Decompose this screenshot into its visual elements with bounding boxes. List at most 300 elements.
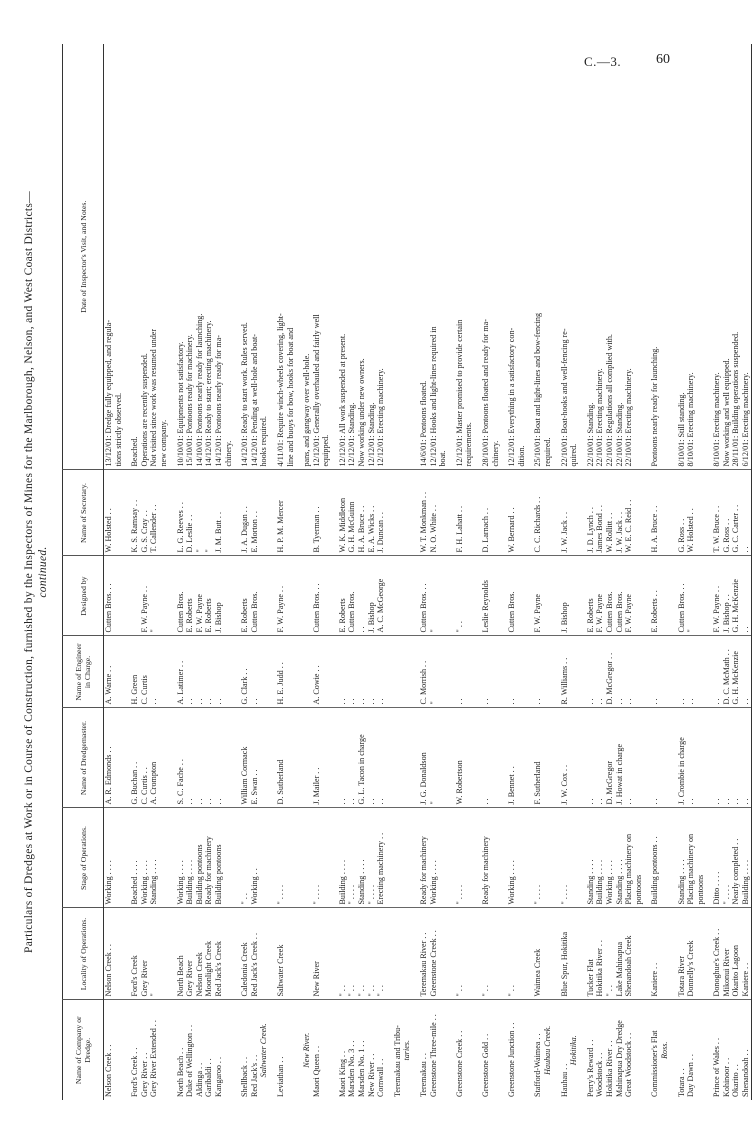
table-cell bbox=[286, 1000, 296, 1100]
table-cell bbox=[321, 1000, 331, 1100]
table-cell: . . bbox=[250, 636, 260, 708]
table-cell: Day Dawn . . bbox=[686, 1000, 696, 1100]
table-cell bbox=[114, 470, 124, 556]
table-cell: A. R. Edmonds . . bbox=[104, 708, 114, 808]
table-cell: required. bbox=[542, 437, 552, 467]
table-cell: . . bbox=[347, 636, 357, 708]
table-cell bbox=[286, 908, 296, 1000]
table-row bbox=[302, 44, 312, 1100]
table-cell: E. Roberts bbox=[204, 556, 214, 636]
table-cell: H. P. M. Mercer bbox=[276, 470, 286, 556]
table-cell bbox=[660, 708, 670, 808]
table-cell bbox=[464, 1000, 474, 1100]
table-cell: . . bbox=[686, 708, 696, 808]
table-cell bbox=[402, 470, 412, 556]
table-row bbox=[741, 44, 751, 1100]
table-row bbox=[130, 44, 140, 1100]
table-cell: Teremakau . . bbox=[419, 1000, 429, 1100]
table-cell: Nelson Creek bbox=[195, 908, 205, 1000]
table-header bbox=[63, 44, 104, 1100]
table-cell bbox=[224, 808, 234, 908]
table-cell bbox=[464, 908, 474, 1000]
table-cell: requirements. bbox=[464, 422, 474, 467]
table-cell: tions strictly observed. bbox=[113, 392, 123, 467]
title-continued: continued. bbox=[37, 546, 49, 598]
table-cell: A. Latimer . . bbox=[176, 636, 186, 708]
table-cell: Okarito . . bbox=[731, 1000, 741, 1100]
table-cell: G. Buchan . . bbox=[130, 708, 140, 808]
table-cell: Cutten Bros. bbox=[507, 556, 517, 636]
table-row bbox=[376, 44, 386, 1100]
table-cell: Hokitika. bbox=[569, 1000, 579, 1100]
table-cell: " . . bbox=[357, 908, 367, 1000]
table-cell: Hokitika River . . bbox=[595, 908, 605, 1000]
table-cell: 12/12/01: Everything in a satisfactory con- bbox=[507, 327, 517, 467]
table-cell: K. S. Ramsay . . bbox=[130, 470, 140, 556]
table-cell: G. C. Carter . . bbox=[731, 470, 741, 556]
table-cell: E. A. Wicks . . bbox=[367, 470, 377, 556]
table-cell: G. S. Cray . . bbox=[140, 470, 150, 556]
table-cell: boat. bbox=[438, 450, 448, 467]
table-cell: Teremakau and Tribu- bbox=[393, 1000, 403, 1100]
table-cell: " bbox=[429, 708, 439, 808]
table-cell: . . bbox=[204, 636, 214, 708]
table-cell: . . bbox=[615, 636, 625, 708]
table-cell: D. Leslie . . bbox=[185, 470, 195, 556]
table-cell: Kangaroo . . bbox=[214, 1000, 224, 1100]
table-cell: Erecting machinery . . bbox=[376, 808, 386, 908]
table-cell: Standing . . . . bbox=[149, 808, 159, 908]
table-cell: 22/10/01: Regulations all complied with. bbox=[604, 334, 614, 467]
table-row bbox=[195, 44, 205, 1100]
table-cell: . . bbox=[624, 636, 634, 708]
table-cell: N. O. White . . bbox=[429, 470, 439, 556]
table-cell: F. W. Payne bbox=[595, 556, 605, 636]
page-reference: C.—3. bbox=[584, 54, 622, 69]
table-cell: Standing . . . . bbox=[615, 808, 625, 908]
table-cell: James Bond . . bbox=[595, 470, 605, 556]
table-cell: North Beach . . bbox=[176, 1000, 186, 1100]
table-cell: 12/12/01: Hooks and light-lines required in bbox=[428, 326, 438, 467]
table-cell bbox=[438, 636, 448, 708]
table-cell bbox=[517, 470, 527, 556]
table-cell: J. Crombie in charge bbox=[677, 708, 687, 808]
table-cell bbox=[491, 908, 501, 1000]
table-cell bbox=[114, 636, 124, 708]
table-cell: 13/12/01: Dredge fully equipped, and regula- bbox=[104, 319, 113, 467]
table-cell: Hokitika River . . bbox=[605, 1000, 615, 1100]
table-cell bbox=[286, 470, 296, 556]
table-cell bbox=[660, 636, 670, 708]
rotated-page-content bbox=[22, 44, 751, 1100]
table-cell: . . bbox=[367, 636, 377, 708]
table-cell bbox=[302, 636, 312, 708]
row-spacer bbox=[386, 44, 393, 1100]
table-cell: 15/10/01: Pontoons ready for machinery. bbox=[185, 334, 195, 467]
table-cell bbox=[491, 808, 501, 908]
table-cell: Garibaldi . . bbox=[204, 1000, 214, 1100]
table-cell: F. W. Payne bbox=[195, 556, 205, 636]
table-row bbox=[438, 44, 448, 1100]
table-row bbox=[321, 44, 331, 1100]
table-row bbox=[259, 44, 269, 1100]
row-spacer bbox=[670, 44, 677, 1100]
table-cell: Blue Spur, Hokitika bbox=[560, 908, 570, 1000]
column-header: Name of Company or Dredge. bbox=[63, 1000, 104, 1100]
table-cell: Duke of Wellington . . bbox=[185, 1000, 195, 1100]
table-cell: . . bbox=[338, 636, 348, 708]
table-cell bbox=[660, 44, 670, 470]
table-cell bbox=[321, 808, 331, 908]
table-row bbox=[731, 44, 741, 1100]
table-cell: " . . bbox=[481, 908, 491, 1000]
table-cell: . . bbox=[357, 636, 367, 708]
table-cell: Greenstone Junction . . bbox=[507, 1000, 517, 1100]
table-cell: New River. bbox=[302, 1000, 312, 1100]
table-cell: Teremakau River . . bbox=[419, 908, 429, 1000]
table-cell: " bbox=[149, 908, 159, 1000]
table-cell: Hauhau Creek. bbox=[543, 1000, 553, 1100]
table-cell: pontoons bbox=[696, 808, 706, 908]
table-cell: new company. bbox=[158, 419, 168, 467]
table-cell bbox=[224, 708, 234, 808]
table-cell: Nelson Creek . . bbox=[104, 1000, 114, 1100]
table-cell: . . bbox=[195, 708, 205, 808]
table-cell bbox=[321, 708, 331, 808]
table-cell: Beached. bbox=[130, 436, 140, 467]
table-cell bbox=[569, 470, 579, 556]
table-cell bbox=[114, 908, 124, 1000]
table-cell bbox=[302, 470, 312, 556]
table-cell bbox=[517, 908, 527, 1000]
table-cell bbox=[159, 636, 169, 708]
table-cell: J. D. Lynch . . bbox=[586, 470, 596, 556]
table-cell: . . bbox=[481, 708, 491, 808]
table-cell: Ross. bbox=[660, 1000, 670, 1100]
table-cell bbox=[286, 636, 296, 708]
table-row bbox=[605, 44, 615, 1100]
table-cell: . . bbox=[214, 708, 224, 808]
table-cell: Ford's Creek . . bbox=[130, 1000, 140, 1100]
table-cell: Marsden No. 1 . . bbox=[357, 1000, 367, 1100]
table-cell: . . bbox=[650, 708, 660, 808]
title-text: Particulars of Dredges at Work or in Course of Construction, furnished by the Inspectors of Mines for the Marlborough, Nelson, and West Coast Districts— bbox=[23, 191, 35, 953]
page-number: 60 bbox=[656, 52, 670, 67]
table-cell bbox=[569, 808, 579, 908]
table-cell: . . bbox=[214, 636, 224, 708]
table-cell bbox=[696, 470, 706, 556]
table-cell: J. A. Dugan . . bbox=[240, 470, 250, 556]
table-cell: Grey River bbox=[185, 908, 195, 1000]
column-header: Name of Dredgemaster. bbox=[63, 708, 104, 808]
column-header: Designed by bbox=[63, 556, 104, 636]
table-cell bbox=[517, 708, 527, 808]
table-cell: E. Roberts . . bbox=[650, 556, 660, 636]
table-cell: C. Curtis . . bbox=[140, 708, 150, 808]
table-cell: 14/12/01: Pontoons nearly ready for ma- bbox=[213, 335, 223, 467]
row-spacer bbox=[233, 44, 240, 1100]
table-cell: H. Green bbox=[130, 636, 140, 708]
table-cell: Cutten Bros. . . bbox=[104, 556, 114, 636]
table-cell: 12/12/01: Standing. bbox=[366, 402, 376, 467]
table-cell: Prince of Wales . . bbox=[712, 1000, 722, 1100]
table-cell bbox=[464, 470, 474, 556]
row-spacer bbox=[295, 44, 302, 1100]
table-cell: F. W. Payne bbox=[624, 556, 634, 636]
table-cell bbox=[517, 556, 527, 636]
table-cell: S. C. Fache . . bbox=[176, 708, 186, 808]
table-cell bbox=[114, 556, 124, 636]
table-cell: " . . . . bbox=[312, 808, 322, 908]
table-row bbox=[367, 44, 377, 1100]
table-cell bbox=[393, 470, 403, 556]
table-cell bbox=[159, 808, 169, 908]
table-cell: T. W. Bruce . . bbox=[712, 470, 722, 556]
table-cell: " . . bbox=[376, 908, 386, 1000]
table-cell: Shellback . . bbox=[240, 1000, 250, 1100]
table-cell: Cutten Bros. bbox=[250, 556, 260, 636]
table-cell bbox=[114, 708, 124, 808]
table-cell: 22/10/01: Erecting machinery. bbox=[624, 368, 634, 467]
table-cell bbox=[464, 708, 474, 808]
table-cell: " . . bbox=[240, 808, 250, 908]
table-cell: . . bbox=[586, 636, 596, 708]
table-cell: " . . bbox=[455, 908, 465, 1000]
table-body bbox=[104, 44, 752, 1100]
table-row bbox=[429, 44, 439, 1100]
table-cell: 22/10/01: Erecting machinery. bbox=[595, 368, 605, 467]
table-cell: E. Roberts bbox=[240, 556, 250, 636]
table-cell: . . bbox=[204, 708, 214, 808]
table-cell: E. Swan . . bbox=[250, 708, 260, 808]
table-cell: Building pontoons bbox=[195, 808, 205, 908]
table-cell bbox=[634, 1000, 644, 1100]
table-cell: Ready for machinery bbox=[481, 808, 491, 908]
table-cell: . . bbox=[481, 636, 491, 708]
table-cell: Greenstone Creek . . bbox=[455, 1000, 465, 1100]
table-cell bbox=[634, 44, 644, 470]
table-cell bbox=[402, 44, 412, 470]
table-cell: Working . . . . bbox=[104, 808, 114, 908]
table-row bbox=[140, 44, 150, 1100]
table-cell bbox=[464, 808, 474, 908]
table-cell bbox=[491, 556, 501, 636]
table-cell: quired. bbox=[569, 443, 579, 467]
table-cell: J. Bishop . . bbox=[722, 556, 732, 636]
table-cell bbox=[660, 808, 670, 908]
table-cell: Caledonia Creek bbox=[240, 908, 250, 1000]
table-cell: Building . . . . bbox=[338, 808, 348, 908]
table-cell: G. H. McKenzie bbox=[731, 556, 741, 636]
table-cell: Standing . . . . bbox=[586, 808, 596, 908]
table-cell bbox=[660, 470, 670, 556]
table-cell: Cutten Bros. . . bbox=[312, 556, 322, 636]
table-cell: C. Curtis bbox=[140, 636, 150, 708]
table-cell: " bbox=[429, 556, 439, 636]
table-cell: Woodstock . . bbox=[595, 1000, 605, 1100]
document-title bbox=[22, 44, 50, 1100]
table-row bbox=[455, 44, 465, 1100]
table-cell: G. Ross . . bbox=[722, 470, 732, 556]
table-cell: Now working under new owners. bbox=[357, 358, 367, 467]
table-cell: Marsden No. 3 . . bbox=[347, 1000, 357, 1100]
table-cell bbox=[517, 1000, 527, 1100]
table-cell: . . bbox=[586, 708, 596, 808]
table-cell: Leviathan . . bbox=[276, 1000, 286, 1100]
table-cell: . . bbox=[455, 636, 465, 708]
table-cell: Now working and well equipped. bbox=[721, 358, 731, 467]
table-cell: Totara . . bbox=[677, 1000, 687, 1100]
table-cell: A. Crompton bbox=[149, 708, 159, 808]
table-row bbox=[149, 44, 159, 1100]
table-cell: " . . bbox=[338, 908, 348, 1000]
table-cell bbox=[302, 908, 312, 1000]
row-spacer bbox=[526, 44, 533, 1100]
table-cell bbox=[438, 808, 448, 908]
table-cell: Perry's Reward . . bbox=[586, 1000, 596, 1100]
table-cell: F. W. Payne bbox=[533, 556, 543, 636]
table-row bbox=[240, 44, 250, 1100]
table-cell: Commissioner's Flat bbox=[650, 1000, 660, 1100]
table-cell bbox=[464, 556, 474, 636]
table-cell: Nelson Creek . . bbox=[104, 908, 114, 1000]
table-cell: 8/10/01: Erecting machinery. bbox=[712, 372, 722, 467]
table-cell: Saltwater Creek bbox=[276, 908, 286, 1000]
table-cell: Working . . . . bbox=[429, 808, 439, 908]
table-cell bbox=[259, 908, 269, 1000]
table-cell bbox=[696, 44, 706, 470]
table-cell: Pontoons nearly ready for launching. bbox=[650, 346, 660, 467]
table-cell bbox=[438, 1000, 448, 1100]
table-cell bbox=[224, 1000, 234, 1100]
table-cell: W. Holsted . . bbox=[104, 470, 114, 556]
table-cell: R. Williams . . bbox=[560, 636, 570, 708]
table-cell: J. Bennet . . bbox=[507, 708, 517, 808]
table-cell: Great Woodstock . . bbox=[624, 1000, 634, 1100]
table-cell bbox=[224, 908, 234, 1000]
table-row bbox=[660, 44, 670, 1100]
table-cell: 4/11/01: Require winch-wheels covering, light- bbox=[275, 313, 285, 467]
table-cell bbox=[634, 636, 644, 708]
table-cell: H. E. Judd . . bbox=[276, 636, 286, 708]
table-cell: " bbox=[204, 470, 214, 556]
table-row bbox=[159, 44, 169, 1100]
table-cell bbox=[634, 708, 644, 808]
table-cell: A. Warne . . bbox=[104, 636, 114, 708]
table-cell bbox=[491, 470, 501, 556]
table-row bbox=[338, 44, 348, 1100]
table-cell bbox=[438, 708, 448, 808]
table-cell: " . . bbox=[367, 908, 377, 1000]
table-cell bbox=[159, 556, 169, 636]
table-cell: William Cormack bbox=[240, 708, 250, 808]
table-cell bbox=[543, 708, 553, 808]
table-cell: . . bbox=[357, 556, 367, 636]
table-cell: 14/12/01: Pending at well-hole and boat- bbox=[249, 334, 259, 467]
table-cell: G. Ross . . bbox=[677, 470, 687, 556]
table-cell bbox=[438, 556, 448, 636]
table-cell: " bbox=[686, 556, 696, 636]
table-cell: C. Morrish . . bbox=[419, 636, 429, 708]
table-cell: Greenstone Creek . . bbox=[429, 908, 439, 1000]
table-cell: Not visited since work was resumed under bbox=[149, 328, 159, 467]
table-cell: E. Roberts bbox=[185, 556, 195, 636]
table-row bbox=[677, 44, 687, 1100]
table-cell: 22/10/01: Boat-hooks and well-fencing re- bbox=[559, 328, 569, 467]
table-row bbox=[276, 44, 286, 1100]
table-cell bbox=[634, 556, 644, 636]
row-spacer bbox=[474, 44, 481, 1100]
table-cell: . . bbox=[595, 708, 605, 808]
table-cell: New River bbox=[312, 908, 322, 1000]
table-cell: G. H. McKenzie bbox=[731, 636, 741, 708]
table-cell: . . bbox=[712, 708, 722, 808]
table-cell bbox=[438, 908, 448, 1000]
table-cell bbox=[114, 808, 124, 908]
row-spacer bbox=[553, 44, 560, 1100]
table-cell: G. Clark . . bbox=[240, 636, 250, 708]
table-cell: Ready for machinery bbox=[204, 808, 214, 908]
table-row bbox=[634, 44, 644, 1100]
table-cell: A. Cowie . . bbox=[312, 636, 322, 708]
table-cell: Grey River Extended . . bbox=[149, 1000, 159, 1100]
table-cell bbox=[224, 470, 234, 556]
table-cell: Grey River bbox=[140, 908, 150, 1000]
table-cell: Totara River bbox=[677, 908, 687, 1000]
table-cell bbox=[543, 556, 553, 636]
table-cell: " . . . . bbox=[455, 808, 465, 908]
table-cell: . . bbox=[347, 708, 357, 808]
table-cell: 28/10/01: Pontoons floated and ready for ma- bbox=[481, 319, 490, 467]
table-cell: Ready for machinery bbox=[419, 808, 429, 908]
table-cell: A. C. McGeorge bbox=[376, 556, 386, 636]
table-row bbox=[402, 44, 412, 1100]
table-cell: . . bbox=[376, 636, 386, 708]
table-cell: . . bbox=[533, 636, 543, 708]
table-cell: Lake Mahinapua bbox=[615, 908, 625, 1000]
table-cell: . . bbox=[376, 708, 386, 808]
table-cell bbox=[543, 636, 553, 708]
table-cell: E. Morton . . bbox=[250, 470, 260, 556]
table-cell: C. C. Richards . . bbox=[533, 470, 543, 556]
table-row bbox=[696, 44, 706, 1100]
table-cell bbox=[259, 708, 269, 808]
table-cell: Shenandoah Creek bbox=[624, 908, 634, 1000]
table-cell: F. H. Lahatt . . bbox=[455, 470, 465, 556]
table-cell bbox=[402, 808, 412, 908]
table-cell: 8/10/01: Still standing. bbox=[676, 392, 686, 467]
table-cell bbox=[114, 1000, 124, 1100]
table-cell: . . bbox=[367, 708, 377, 808]
column-header: Name of Engineer in Charge. bbox=[63, 636, 104, 708]
table-cell: Stafford-Waimea . . bbox=[533, 1000, 543, 1100]
table-cell bbox=[321, 908, 331, 1000]
table-cell: hooks required. bbox=[259, 416, 269, 467]
table-cell: 22/10/01: Standing. bbox=[614, 402, 624, 467]
table-cell: 14/12/01: Ready to start work. Rules served. bbox=[240, 322, 250, 467]
table-cell bbox=[159, 470, 169, 556]
table-row bbox=[586, 44, 596, 1100]
table-cell bbox=[543, 808, 553, 908]
row-spacer bbox=[331, 44, 338, 1100]
table-cell bbox=[393, 908, 403, 1000]
table-cell: . . bbox=[722, 708, 732, 808]
table-cell: J. W. Jack . . bbox=[615, 470, 625, 556]
table-cell: . . bbox=[686, 636, 696, 708]
table-cell: G. L. Tacon in charge bbox=[357, 708, 367, 808]
table-cell: " . . bbox=[507, 908, 517, 1000]
table-row bbox=[533, 44, 543, 1100]
